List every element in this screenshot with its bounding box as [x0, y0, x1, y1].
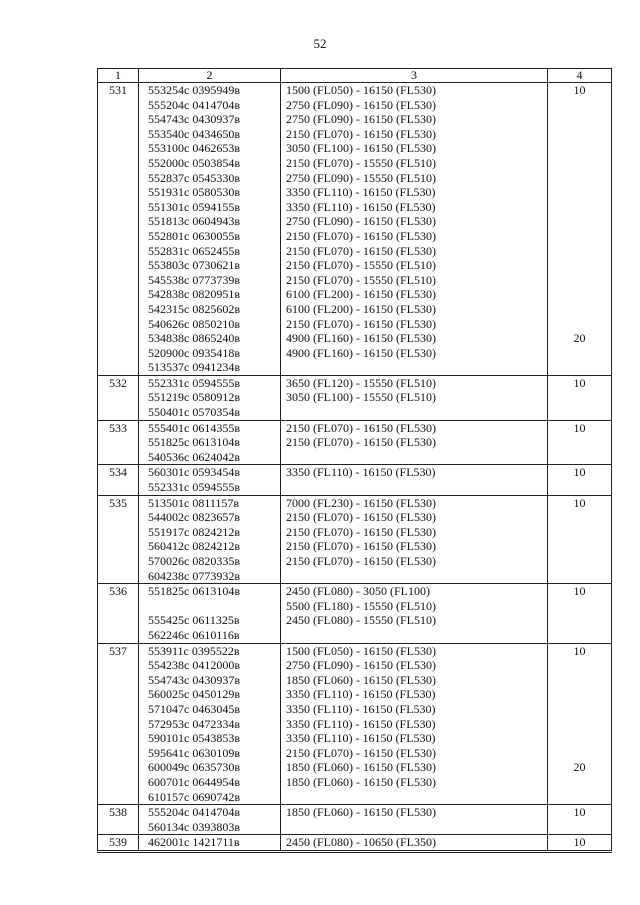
header-cell-2: 2	[139, 69, 281, 83]
value-cell	[548, 643, 612, 805]
level-line: 2150 (FL070) - 16150 (FL530)	[286, 745, 436, 760]
level-line: 3350 (FL110) - 16150 (FL530)	[286, 687, 436, 702]
value-line: 10	[573, 465, 586, 480]
level-cell	[281, 584, 548, 643]
level-line: 2450 (FL080) - 15550 (FL510)	[286, 613, 436, 628]
value-line	[548, 346, 611, 361]
level-cell	[281, 495, 548, 584]
level-line: 3350 (FL110) - 16150 (FL530)	[286, 716, 436, 731]
value-line	[548, 539, 611, 554]
level-cell	[281, 420, 548, 465]
coordinate-line: 604238с 0773932в	[148, 568, 240, 583]
level-cell	[281, 805, 548, 835]
value-cell	[548, 83, 612, 376]
value-line	[548, 628, 611, 643]
row-number: 531	[98, 83, 139, 376]
row-number: 532	[98, 375, 139, 420]
header-row	[98, 69, 612, 83]
level-line: 3050 (FL100) - 15550 (FL510)	[286, 390, 436, 405]
coordinate-line: 553100с 0462653в	[148, 141, 240, 156]
value-line	[548, 273, 611, 288]
coordinate-line: 553254с 0395949в	[148, 83, 240, 97]
value-line	[548, 156, 611, 171]
value-line	[548, 185, 611, 200]
coordinate-line: 552801с 0630055в	[148, 228, 240, 243]
level-line: 2450 (FL080) - 3050 (FL100)	[286, 584, 430, 599]
value-line	[548, 244, 611, 259]
level-line: 2150 (FL070) - 16150 (FL530)	[286, 554, 436, 568]
header-cell-4: 4	[548, 69, 612, 83]
level-line: 1500 (FL050) - 16150 (FL530)	[286, 643, 436, 658]
value-cell	[548, 495, 612, 584]
level-line: 3350 (FL110) - 16150 (FL530)	[286, 199, 436, 214]
table-row	[98, 83, 612, 376]
value-line	[548, 360, 611, 375]
level-cell	[281, 83, 548, 376]
coordinate-line: 572953с 0472334в	[148, 716, 240, 731]
coordinate-line: 600701с 0644954в	[148, 774, 240, 789]
value-cell	[548, 805, 612, 835]
level-line: 2750 (FL090) - 16150 (FL530)	[286, 658, 436, 673]
table-row	[98, 835, 612, 852]
level-line: 3350 (FL110) - 16150 (FL530)	[286, 465, 436, 480]
coordinate-line: 513501с 0811157в	[148, 495, 240, 510]
table-row	[98, 465, 612, 495]
coordinate-line: 552000с 0503854в	[148, 155, 240, 170]
value-line: 20	[573, 760, 586, 775]
coordinate-cell	[139, 835, 281, 852]
value-line	[548, 658, 611, 673]
coordinate-line: 550401с 0570354в	[148, 405, 240, 420]
value-line	[548, 141, 611, 156]
coordinate-line: 551825с 0613104в	[148, 584, 240, 599]
value-line	[548, 112, 611, 127]
value-line	[548, 229, 611, 244]
coordinate-line: 554743с 0430937в	[148, 112, 240, 127]
value-cell	[548, 465, 612, 495]
value-cell	[548, 835, 612, 852]
coordinate-line: 554238с 0412000в	[148, 658, 240, 673]
table-row	[98, 643, 612, 805]
coordinate-cell	[139, 805, 281, 835]
level-line: 4900 (FL160) - 16150 (FL530)	[286, 345, 436, 360]
value-line	[548, 287, 611, 302]
value-line	[548, 613, 611, 628]
coordinate-line: 562246с 0610116в	[148, 627, 240, 642]
coordinate-line: 560025с 0450129в	[148, 687, 240, 702]
value-line: 10	[573, 420, 586, 435]
value-line	[548, 98, 611, 113]
value-line	[548, 599, 611, 614]
value-line	[548, 405, 611, 420]
level-line: 3050 (FL100) - 16150 (FL530)	[286, 141, 436, 156]
level-line: 2750 (FL090) - 15550 (FL510)	[286, 170, 436, 185]
value-line	[548, 171, 611, 186]
header-cell-3: 3	[281, 69, 548, 83]
value-line: 10	[573, 375, 586, 390]
level-line	[281, 820, 547, 835]
coordinate-line: 560412с 0824212в	[148, 539, 240, 554]
level-line: 2150 (FL070) - 15550 (FL510)	[286, 272, 436, 287]
table-row	[98, 420, 612, 465]
value-line	[548, 302, 611, 317]
value-line	[548, 717, 611, 732]
value-line	[548, 317, 611, 332]
value-line	[548, 525, 611, 540]
coordinate-line: 551917с 0824212в	[148, 524, 240, 539]
level-line: 3650 (FL120) - 15550 (FL510)	[286, 375, 436, 390]
coordinate-line: 545538с 0773739в	[148, 272, 240, 287]
level-line: 5500 (FL180) - 15550 (FL510)	[286, 598, 436, 613]
value-line	[548, 258, 611, 273]
coordinate-cell	[139, 643, 281, 805]
value-line	[548, 127, 611, 142]
coordinate-line: 520900с 0935418в	[148, 345, 240, 360]
table-row	[98, 375, 612, 420]
value-line: 10	[573, 83, 586, 97]
value-line: 10	[573, 495, 586, 510]
level-line: 2450 (FL080) - 10650 (FL350)	[286, 835, 436, 850]
level-line: 1850 (FL060) - 16150 (FL530)	[286, 774, 436, 789]
coordinate-line: 513537с 0941234в	[148, 360, 240, 375]
coordinate-line: 555204с 0414704в	[148, 97, 240, 112]
coordinate-line: 534838с 0865240в	[148, 331, 240, 346]
coordinate-line: 540536с 0624042в	[148, 449, 240, 464]
value-line	[548, 790, 611, 805]
coordinate-line: 600049с 0635730в	[148, 760, 240, 775]
coordinate-cell	[139, 83, 281, 376]
value-line	[548, 702, 611, 717]
coordinate-line: 554743с 0430937в	[148, 672, 240, 687]
level-line: 2150 (FL070) - 15550 (FL510)	[286, 258, 436, 273]
row-number: 533	[98, 420, 139, 465]
coordinate-line: 553911с 0395522в	[148, 643, 240, 658]
coordinate-line: 555401с 0614355в	[148, 420, 240, 435]
value-line	[548, 214, 611, 229]
coordinate-line: 610157с 0690742в	[148, 789, 240, 804]
level-line	[281, 790, 547, 805]
value-line	[548, 480, 611, 495]
row-number: 537	[98, 643, 139, 805]
table-row	[98, 584, 612, 643]
coordinate-cell	[139, 420, 281, 465]
level-line	[281, 405, 547, 420]
level-line: 1850 (FL060) - 16150 (FL530)	[286, 760, 436, 775]
coordinate-cell	[139, 495, 281, 584]
coordinate-line: 552331с 0594555в	[148, 375, 240, 390]
value-line	[548, 510, 611, 525]
level-line: 4900 (FL160) - 16150 (FL530)	[286, 331, 436, 346]
level-line: 2150 (FL070) - 16150 (FL530)	[286, 510, 436, 525]
level-line: 2150 (FL070) - 16150 (FL530)	[286, 228, 436, 243]
page-number: 52	[313, 36, 327, 51]
coordinate-line: 553540с 0434650в	[148, 126, 240, 141]
coordinate-line: 590101с 0543853в	[148, 731, 240, 746]
level-line: 2150 (FL070) - 15550 (FL510)	[286, 155, 436, 170]
row-number: 538	[98, 805, 139, 835]
level-line: 2750 (FL090) - 16150 (FL530)	[286, 214, 436, 229]
coordinate-line: 551931с 0580530в	[148, 185, 240, 200]
coordinate-line: 555425с 0611325в	[148, 613, 240, 628]
level-line: 2750 (FL090) - 16150 (FL530)	[286, 112, 436, 127]
level-line	[281, 360, 547, 375]
level-line: 1850 (FL060) - 16150 (FL530)	[286, 805, 436, 820]
level-line: 2750 (FL090) - 16150 (FL530)	[286, 97, 436, 112]
value-line: 10	[573, 584, 586, 599]
level-line: 2150 (FL070) - 16150 (FL530)	[286, 539, 436, 554]
row-number: 534	[98, 465, 139, 495]
coordinate-line: 552837с 0545330в	[148, 170, 240, 185]
level-line	[281, 450, 547, 465]
value-line	[548, 775, 611, 790]
value-cell	[548, 584, 612, 643]
value-line	[548, 687, 611, 702]
level-cell	[281, 643, 548, 805]
coordinate-cell	[139, 375, 281, 420]
value-line: 20	[573, 331, 586, 346]
coordinate-cell	[139, 584, 281, 643]
level-line	[281, 480, 547, 495]
level-line: 2150 (FL070) - 16150 (FL530)	[286, 316, 436, 331]
level-line: 3350 (FL110) - 16150 (FL530)	[286, 701, 436, 716]
value-cell	[548, 375, 612, 420]
level-line: 7000 (FL230) - 16150 (FL530)	[286, 495, 436, 510]
row-number: 536	[98, 584, 139, 643]
coordinate-line: 553803с 0730621в	[148, 258, 240, 273]
coordinate-line: 462001с 1421711в	[148, 835, 240, 850]
value-line	[548, 673, 611, 688]
coordinate-line	[139, 599, 280, 614]
level-line: 6100 (FL200) - 16150 (FL530)	[286, 301, 436, 316]
coordinate-line: 595641с 0630109в	[148, 745, 240, 760]
value-line	[548, 731, 611, 746]
airspace-table	[97, 68, 612, 853]
coordinate-line: 552331с 0594555в	[148, 480, 240, 495]
coordinate-line: 542315с 0825602в	[148, 301, 240, 316]
level-line: 6100 (FL200) - 16150 (FL530)	[286, 287, 436, 302]
value-line: 10	[573, 835, 586, 850]
level-line: 2150 (FL070) - 16150 (FL530)	[286, 420, 436, 435]
level-line: 2150 (FL070) - 16150 (FL530)	[286, 435, 436, 450]
coordinate-line: 551301с 0594155в	[148, 199, 240, 214]
coordinate-line: 570026с 0820335в	[148, 554, 240, 568]
level-cell	[281, 465, 548, 495]
coordinate-line: 560134с 0393803в	[148, 819, 240, 834]
value-line	[548, 569, 611, 584]
value-line	[548, 390, 611, 405]
level-cell	[281, 835, 548, 852]
header-cell-1: 1	[98, 69, 139, 83]
row-number: 535	[98, 495, 139, 584]
level-line	[281, 569, 547, 584]
coordinate-line: 551219с 0580912в	[148, 390, 240, 405]
coordinate-line: 540626с 0850210в	[148, 316, 240, 331]
table-row	[98, 805, 612, 835]
level-line	[281, 628, 547, 643]
level-line: 3350 (FL110) - 16150 (FL530)	[286, 731, 436, 746]
value-line	[548, 554, 611, 569]
level-line: 2150 (FL070) - 16150 (FL530)	[286, 524, 436, 539]
level-line: 2150 (FL070) - 16150 (FL530)	[286, 126, 436, 141]
row-number: 539	[98, 835, 139, 852]
level-line: 1500 (FL050) - 16150 (FL530)	[286, 83, 436, 97]
coordinate-line: 571047с 0463045в	[148, 701, 240, 716]
coordinate-cell	[139, 465, 281, 495]
value-line	[548, 450, 611, 465]
coordinate-line: 551813с 0604943в	[148, 214, 240, 229]
table-body	[98, 69, 612, 852]
value-line	[548, 435, 611, 450]
value-cell	[548, 420, 612, 465]
level-line: 1850 (FL060) - 16150 (FL530)	[286, 672, 436, 687]
value-line: 10	[573, 643, 586, 658]
coordinate-line: 544002с 0823657в	[148, 510, 240, 525]
value-line: 10	[573, 805, 586, 820]
coordinate-line: 560301с 0593454в	[148, 465, 240, 480]
coordinate-line: 552831с 0652455в	[148, 243, 240, 258]
value-line	[548, 746, 611, 761]
coordinate-line: 542838с 0820951в	[148, 287, 240, 302]
coordinate-line: 555204с 0414704в	[148, 805, 240, 820]
value-line	[548, 200, 611, 215]
level-line: 3350 (FL110) - 16150 (FL530)	[286, 185, 436, 200]
level-cell	[281, 375, 548, 420]
level-line: 2150 (FL070) - 16150 (FL530)	[286, 243, 436, 258]
coordinate-line: 551825с 0613104в	[148, 435, 240, 450]
table-row	[98, 495, 612, 584]
value-line	[548, 820, 611, 835]
